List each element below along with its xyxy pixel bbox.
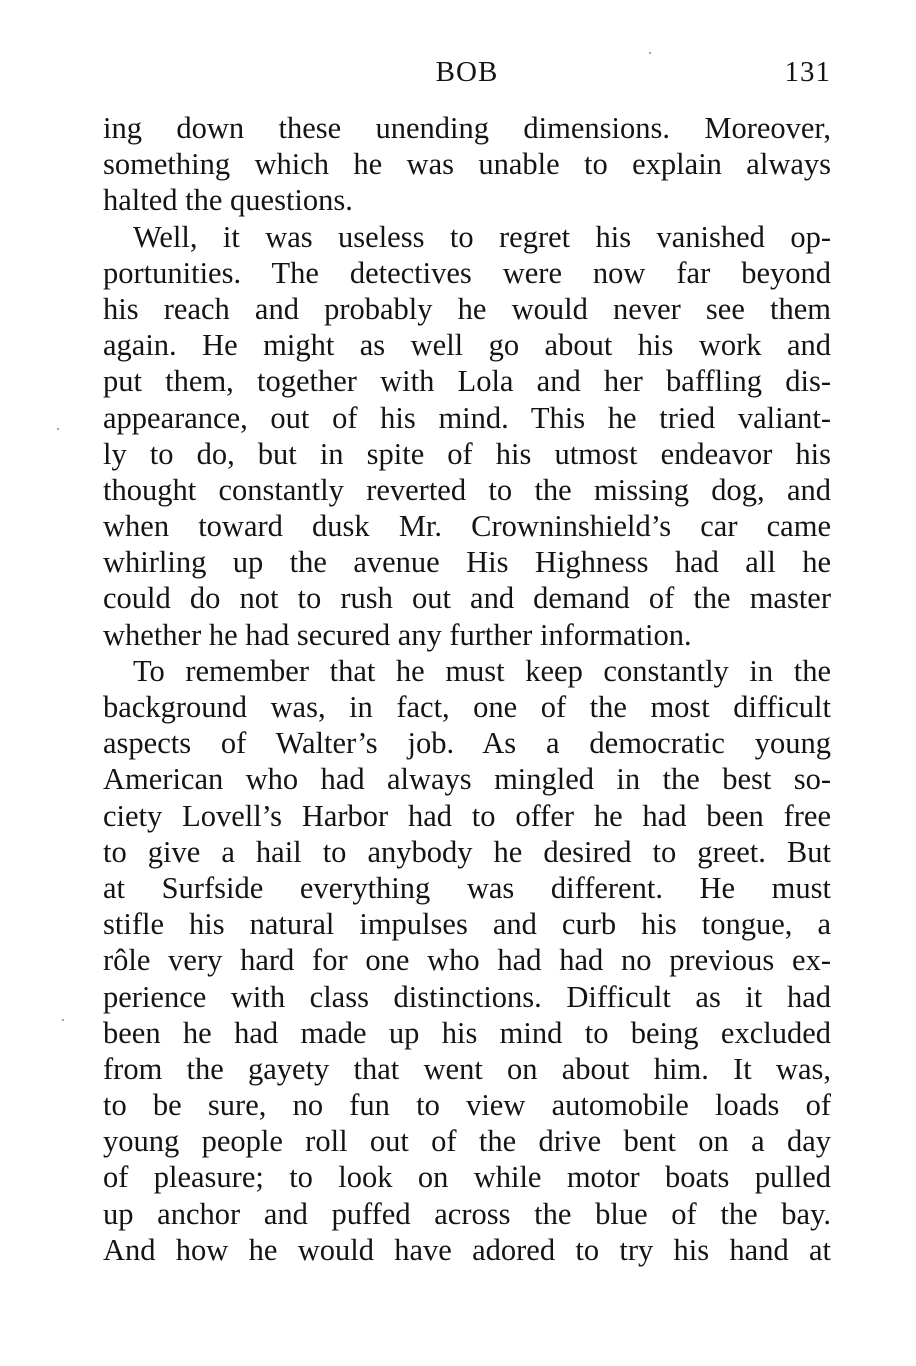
- text-line: whirling up the avenue His Highness had all he: [103, 545, 831, 580]
- text-line: American who had always mingled in the best so-: [103, 762, 831, 797]
- text-line: perience with class distinctions. Difficult as it had: [103, 979, 831, 1014]
- text-line: thought constantly reverted to the missing dog, and: [103, 472, 831, 507]
- text-line: up anchor and puffed across the blue of the bay.: [103, 1196, 831, 1231]
- text-line: portunities. The detectives were now far beyond: [103, 255, 831, 290]
- print-speck: [62, 1019, 64, 1021]
- text-line: ly to do, but in spite of his utmost endeavor his: [103, 436, 831, 471]
- text-line: And how he would have adored to try his hand at: [103, 1232, 831, 1267]
- running-head: [103, 52, 831, 92]
- text-line: young people roll out of the drive bent on a day: [103, 1124, 831, 1159]
- text-line: put them, together with Lola and her baffling dis-: [103, 364, 831, 399]
- text-line: stifle his natural impulses and curb his tongue, a: [103, 907, 831, 942]
- text-line: ing down these unending dimensions. Moreover,: [103, 111, 831, 145]
- text-line: again. He might as well go about his work and: [103, 328, 831, 363]
- body-text: [103, 110, 831, 1268]
- text-line: of pleasure; to look on while motor boats pulled: [103, 1160, 831, 1195]
- text-line: when toward dusk Mr. Crowninshield’s car came: [103, 509, 831, 544]
- text-line: his reach and probably he would never see them: [103, 291, 831, 326]
- running-title: BOB: [435, 56, 499, 88]
- text-line: at Surfside everything was different. He must: [103, 870, 831, 905]
- text-line: to be sure, no fun to view automobile loads of: [103, 1088, 831, 1123]
- text-line: Well, it was useless to regret his vanished op-: [133, 219, 831, 254]
- text-line: something which he was unable to explain always: [103, 147, 831, 182]
- text-line: appearance, out of his mind. This he tried valiant-: [103, 400, 831, 435]
- print-speck: [57, 428, 59, 430]
- text-line: from the gayety that went on about him. It was,: [103, 1051, 831, 1086]
- text-line: To remember that he must keep constantly in the: [133, 653, 831, 688]
- text-line: been he had made up his mind to being excluded: [103, 1015, 831, 1050]
- text-line: could do not to rush out and demand of the master: [103, 581, 831, 616]
- page-number: 131: [784, 56, 831, 88]
- text-line: ciety Lovell’s Harbor had to offer he had been free: [103, 798, 831, 833]
- print-speck: [649, 52, 651, 54]
- text-line: aspects of Walter’s job. As a democratic young: [103, 726, 831, 761]
- text-line: halted the questions.: [103, 183, 353, 218]
- text-line: whether he had secured any further information.: [103, 617, 692, 652]
- text-line: to give a hail to anybody he desired to greet. But: [103, 834, 831, 869]
- text-line: rôle very hard for one who had had no previous ex-: [103, 943, 831, 978]
- text-line: background was, in fact, one of the most difficult: [103, 690, 831, 724]
